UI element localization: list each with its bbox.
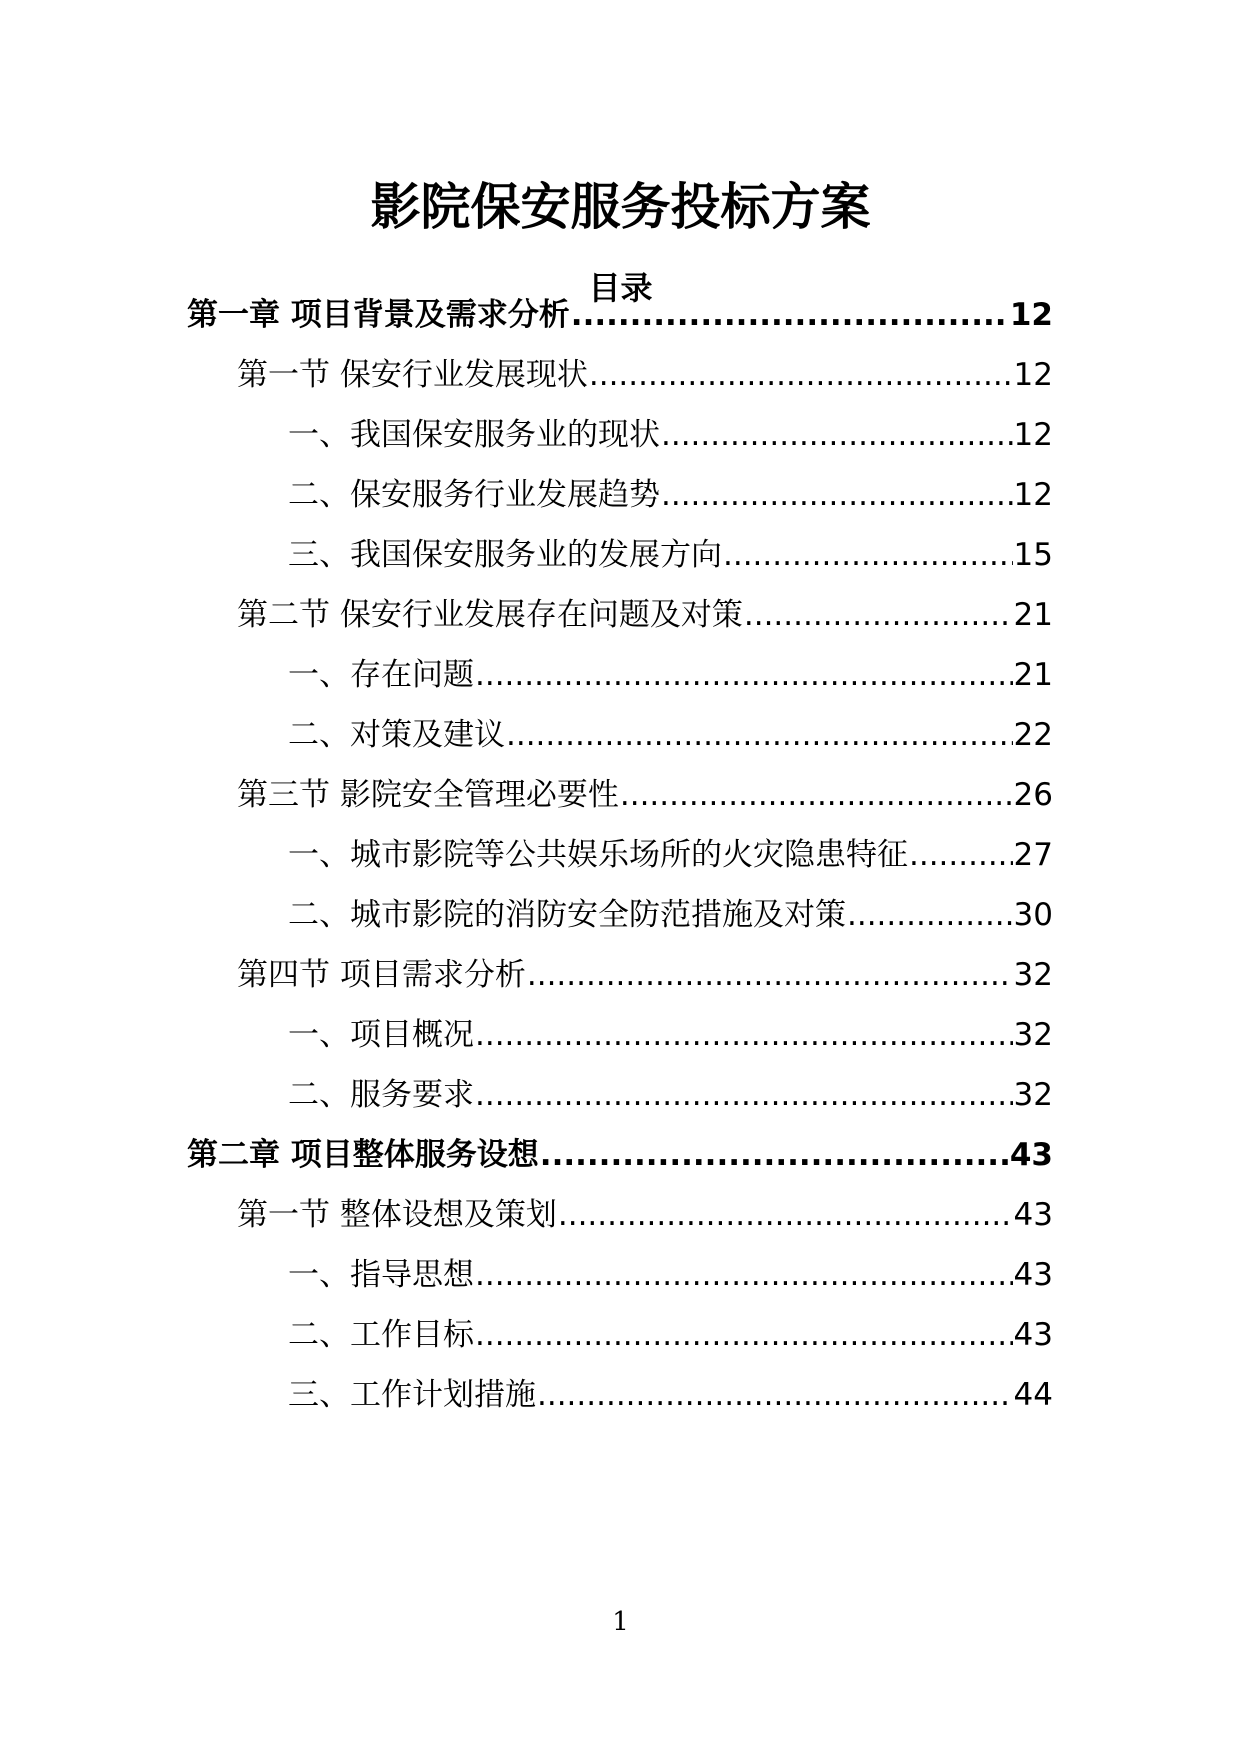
toc-entry[interactable] [288, 1252, 1053, 1298]
toc-entry-page: 12 [1013, 417, 1053, 453]
toc-entry-page: 12 [1013, 477, 1053, 513]
toc-entry[interactable] [237, 772, 1053, 818]
toc-dot-leader [475, 1012, 1013, 1058]
toc-entry-title: 一、存在问题 [288, 657, 474, 693]
toc-entry-title: 一、我国保安服务业的现状 [288, 417, 660, 453]
toc-entry[interactable] [288, 412, 1053, 458]
toc-entry[interactable] [288, 652, 1053, 698]
toc-dot-leader [537, 1372, 1013, 1418]
toc-entry-page: 44 [1013, 1377, 1053, 1413]
toc-entry-page: 12 [1009, 297, 1053, 333]
toc-entry[interactable] [288, 1012, 1053, 1058]
toc-entry-title: 一、项目概况 [288, 1017, 474, 1053]
toc-entry-title: 三、工作计划措施 [288, 1377, 536, 1413]
toc-entry-title: 第三节 影院安全管理必要性 [237, 777, 619, 813]
toc-dot-leader [909, 832, 1013, 878]
toc-entry[interactable] [237, 592, 1053, 638]
toc-entry[interactable] [288, 712, 1053, 758]
toc-entry-page: 30 [1013, 897, 1053, 933]
toc-entry-page: 43 [1013, 1197, 1053, 1233]
toc-entry-page: 32 [1013, 957, 1053, 993]
toc-entry-page: 32 [1013, 1077, 1053, 1113]
toc-entry-page: 43 [1013, 1317, 1053, 1353]
toc-entry-page: 32 [1013, 1017, 1053, 1053]
toc-dot-leader [475, 1252, 1013, 1298]
toc-dot-leader [475, 1072, 1013, 1118]
toc-dot-leader [661, 472, 1013, 518]
toc-dot-leader [475, 652, 1013, 698]
toc-dot-leader [723, 532, 1013, 578]
toc-entry[interactable] [187, 1132, 1053, 1178]
toc-dot-leader [589, 352, 1013, 398]
toc-dot-leader [620, 772, 1013, 818]
toc-entry[interactable] [288, 832, 1053, 878]
toc-entry-title: 第一章 项目背景及需求分析 [187, 297, 570, 333]
toc-entry-page: 21 [1013, 657, 1053, 693]
toc-entry-page: 43 [1013, 1257, 1053, 1293]
toc-entry-title: 一、指导思想 [288, 1257, 474, 1293]
toc-entry-title: 一、城市影院等公共娱乐场所的火灾隐患特征 [288, 837, 908, 873]
toc-entry[interactable] [237, 1192, 1053, 1238]
toc-heading: 目录 [588, 269, 653, 307]
toc-entry-page: 22 [1013, 717, 1053, 753]
toc-entry[interactable] [288, 1072, 1053, 1118]
toc-dot-leader [527, 952, 1013, 998]
toc-entry-page: 27 [1013, 837, 1053, 873]
toc-entry-page: 12 [1013, 357, 1053, 393]
toc-dot-leader [540, 1132, 1009, 1178]
toc-entry[interactable] [288, 532, 1053, 578]
toc-entry-title: 三、我国保安服务业的发展方向 [288, 537, 722, 573]
toc-entry-title: 二、对策及建议 [288, 717, 505, 753]
toc-entry-title: 第一节 保安行业发展现状 [237, 357, 588, 393]
toc-dot-leader [558, 1192, 1013, 1238]
toc-entry[interactable] [288, 1312, 1053, 1358]
toc-entry[interactable] [288, 1372, 1053, 1418]
toc-entry-title: 第一节 整体设想及策划 [237, 1197, 557, 1233]
toc-entry-title: 二、保安服务行业发展趋势 [288, 477, 660, 513]
toc-entry-title: 二、工作目标 [288, 1317, 474, 1353]
toc-entry[interactable] [237, 352, 1053, 398]
toc-dot-leader [506, 712, 1013, 758]
toc-entry[interactable] [237, 952, 1053, 998]
toc-entry-page: 43 [1009, 1137, 1053, 1173]
toc-entry-page: 21 [1013, 597, 1053, 633]
document-title: 影院保安服务投标方案 [370, 178, 871, 236]
toc-entry-title: 第二节 保安行业发展存在问题及对策 [237, 597, 743, 633]
toc-entry-title: 第二章 项目整体服务设想 [187, 1137, 539, 1173]
toc-entry-title: 二、服务要求 [288, 1077, 474, 1113]
toc-entry-title: 第四节 项目需求分析 [237, 957, 526, 993]
toc-entry[interactable] [187, 292, 1053, 338]
toc-dot-leader [661, 412, 1013, 458]
toc-entry-page: 15 [1013, 537, 1053, 573]
toc-entry[interactable] [288, 892, 1053, 938]
page-number: 1 [612, 1607, 629, 1637]
toc-entry-page: 26 [1013, 777, 1053, 813]
toc-dot-leader [475, 1312, 1013, 1358]
toc-dot-leader [744, 592, 1013, 638]
toc-entry-title: 二、城市影院的消防安全防范措施及对策 [288, 897, 846, 933]
toc-dot-leader [847, 892, 1013, 938]
toc-entry[interactable] [288, 472, 1053, 518]
toc-dot-leader [571, 292, 1009, 338]
